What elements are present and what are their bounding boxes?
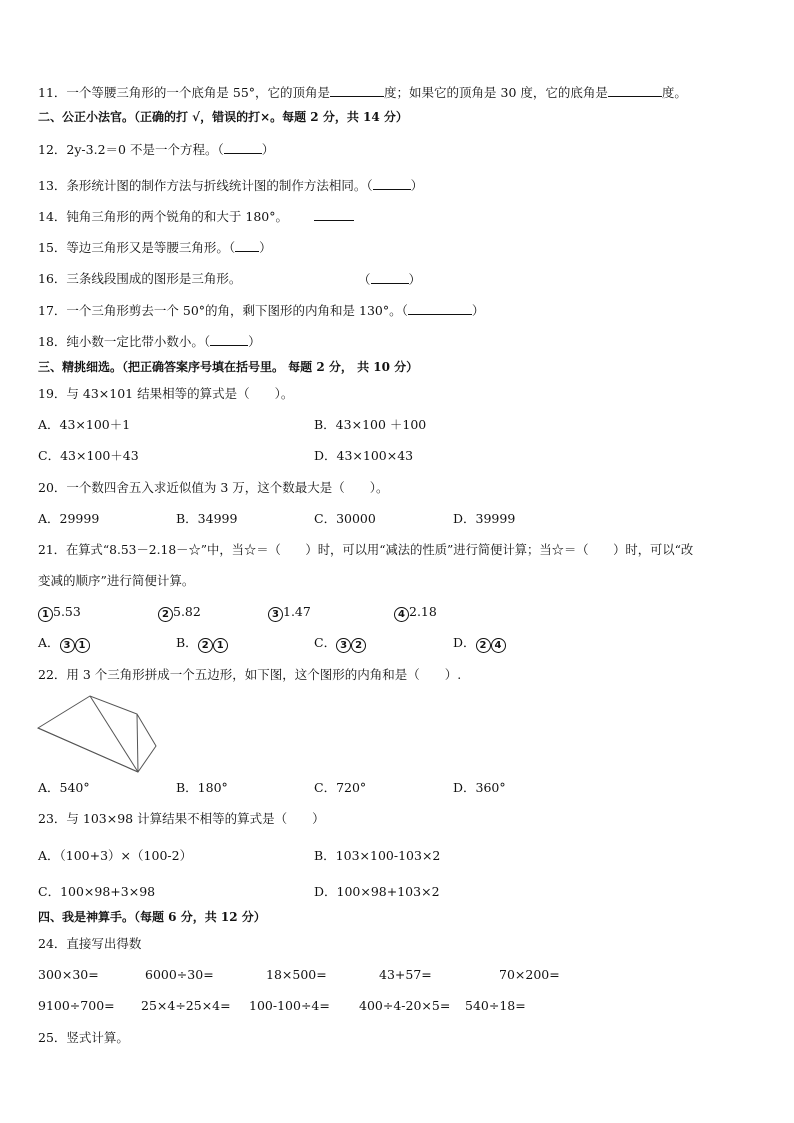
circled-number: 1 xyxy=(38,607,53,622)
choice-value: 5.82 xyxy=(173,604,201,619)
q23-option-a[interactable]: A．（100+3）×（100-2） xyxy=(38,848,193,863)
q23-option-b[interactable]: B．103×100-103×2 xyxy=(314,848,441,863)
triangle-divider xyxy=(90,696,138,772)
question-14 xyxy=(38,208,354,225)
circled-number: 3 xyxy=(268,607,283,622)
section-3-heading: 三、精挑细选。（把正确答案序号填在括号里。 每题 2 分， 共 10 分） xyxy=(38,360,419,374)
q23-option-c[interactable]: C．100×98+3×98 xyxy=(38,884,156,899)
q21-option-b[interactable] xyxy=(176,635,228,653)
pentagon-figure xyxy=(34,688,164,778)
calc-item: 100-100÷4= xyxy=(249,998,330,1013)
question-12 xyxy=(38,141,274,158)
q11-text-b: 度；如果它的顶角是 30 度，它的底角是 xyxy=(384,85,608,100)
q23-option-d[interactable]: D．100×98+103×2 xyxy=(314,884,440,899)
q19-option-a[interactable]: A．43×100＋1 xyxy=(38,417,131,432)
q20-option-b[interactable]: B．34999 xyxy=(176,511,238,526)
question-24-stem: 24．直接写出得数 xyxy=(38,936,142,951)
q21-choice-2 xyxy=(158,604,201,622)
q19-option-d[interactable]: D．43×100×43 xyxy=(314,448,414,463)
option-letter: C． xyxy=(314,635,337,650)
q16-open: （ xyxy=(358,272,371,287)
answer-blank[interactable] xyxy=(330,84,384,97)
calc-item: 400÷4-20×5= xyxy=(359,998,451,1013)
q22-option-a[interactable]: A．540° xyxy=(38,780,90,795)
answer-blank[interactable] xyxy=(235,239,259,252)
q14-text: 14．钝角三角形的两个锐角的和大于 180°。 xyxy=(38,209,288,224)
q20-option-c[interactable]: C．30000 xyxy=(314,511,376,526)
circled-number: 1 xyxy=(213,638,228,653)
calc-item: 18×500= xyxy=(266,967,327,982)
question-23-stem: 23．与 103×98 计算结果不相等的算式是（ ） xyxy=(38,811,325,826)
answer-blank[interactable] xyxy=(371,271,409,284)
pentagon-base xyxy=(38,728,138,772)
answer-blank[interactable] xyxy=(314,208,354,221)
circled-number: 3 xyxy=(336,638,351,653)
choice-value: 1.47 xyxy=(283,604,311,619)
calc-item: 6000÷30= xyxy=(145,967,214,982)
q15-text: 15．等边三角形又是等腰三角形。（ xyxy=(38,240,236,255)
circled-number: 3 xyxy=(60,638,75,653)
question-22-stem: 22．用 3 个三角形拼成一个五边形，如下图，这个图形的内角和是（ ）. xyxy=(38,667,462,682)
answer-blank[interactable] xyxy=(210,333,248,346)
answer-blank[interactable] xyxy=(373,177,411,190)
q15-close: ） xyxy=(259,240,272,255)
question-17 xyxy=(38,302,484,319)
q17-close: ） xyxy=(471,303,485,318)
q22-option-d[interactable]: D．360° xyxy=(453,780,506,795)
circled-number: 2 xyxy=(198,638,213,653)
question-19-stem: 19．与 43×101 结果相等的算式是（ ）。 xyxy=(38,386,294,401)
q12-close: ） xyxy=(261,142,275,157)
choice-value: 5.53 xyxy=(53,604,81,619)
q17-text: 17．一个三角形剪去一个 50°的角，剩下图形的内角和是 130°。（ xyxy=(38,303,408,318)
q21-option-d[interactable] xyxy=(453,635,506,653)
answer-blank[interactable] xyxy=(224,141,262,154)
q13-close: ） xyxy=(410,178,424,193)
calc-item: 300×30= xyxy=(38,967,99,982)
question-11 xyxy=(38,84,687,101)
question-13 xyxy=(38,177,423,194)
circled-number: 2 xyxy=(158,607,173,622)
q11-text-c: 度。 xyxy=(661,85,687,100)
q16-close: ） xyxy=(408,272,422,287)
question-16-answer xyxy=(358,271,421,288)
q18-text: 18．纯小数一定比带小数小。（ xyxy=(38,334,211,349)
question-25-stem: 25．竖式计算。 xyxy=(38,1030,129,1045)
circled-number: 2 xyxy=(476,638,491,653)
question-21-line2: 变减的顺序”进行简便计算。 xyxy=(38,573,195,588)
q11-text-a: 11．一个等腰三角形的一个底角是 55°，它的顶角是 xyxy=(38,85,331,100)
q20-option-d[interactable]: D．39999 xyxy=(453,511,516,526)
section-2-heading: 二、公正小法官。（正确的打 √，错误的打×。每题 2 分，共 14 分） xyxy=(38,110,408,124)
choice-value: 2.18 xyxy=(409,604,437,619)
q13-text: 13．条形统计图的制作方法与折线统计图的制作方法相同。（ xyxy=(38,178,373,193)
q21-choice-4 xyxy=(394,604,437,622)
q19-option-c[interactable]: C．43×100＋43 xyxy=(38,448,139,463)
question-20-stem: 20．一个数四舍五入求近似值为 3 万，这个数最大是（ ）。 xyxy=(38,480,389,495)
calc-item: 9100÷700= xyxy=(38,998,115,1013)
section-4-heading: 四、我是神算手。（每题 6 分，共 12 分） xyxy=(38,910,266,924)
q20-option-a[interactable]: A．29999 xyxy=(38,511,100,526)
q16-text: 16．三条线段围成的图形是三角形。 xyxy=(38,271,242,286)
q18-close: ） xyxy=(248,334,261,349)
q21-option-c[interactable] xyxy=(314,635,366,653)
option-letter: B． xyxy=(176,635,198,650)
answer-blank[interactable] xyxy=(608,84,662,97)
triangle-divider xyxy=(137,714,138,772)
q22-option-c[interactable]: C．720° xyxy=(314,780,367,795)
calc-item: 70×200= xyxy=(499,967,560,982)
circled-number: 1 xyxy=(75,638,90,653)
answer-blank[interactable] xyxy=(408,302,472,315)
calc-item: 540÷18= xyxy=(465,998,526,1013)
q12-text: 12．2y-3.2＝0 不是一个方程。（ xyxy=(38,142,224,157)
q19-option-b[interactable]: B．43×100 ＋100 xyxy=(314,417,427,432)
option-letter: D． xyxy=(453,635,476,650)
q21-option-a[interactable] xyxy=(38,635,90,653)
circled-number: 4 xyxy=(491,638,506,653)
q21-choice-3 xyxy=(268,604,311,622)
calc-item: 43+57= xyxy=(379,967,432,982)
question-16 xyxy=(38,271,241,287)
question-18 xyxy=(38,333,261,350)
circled-number: 2 xyxy=(351,638,366,653)
circled-number: 4 xyxy=(394,607,409,622)
q22-option-b[interactable]: B．180° xyxy=(176,780,228,795)
option-letter: A． xyxy=(38,635,60,650)
calc-item: 25×4÷25×4= xyxy=(141,998,231,1013)
q21-choice-1 xyxy=(38,604,81,622)
question-15 xyxy=(38,239,272,256)
question-21-line1: 21．在算式“8.53－2.18－☆”中，当☆＝（ ）时，可以用“减法的性质”进行简便计算；当☆＝（ ）时，可以“改 xyxy=(38,543,694,557)
